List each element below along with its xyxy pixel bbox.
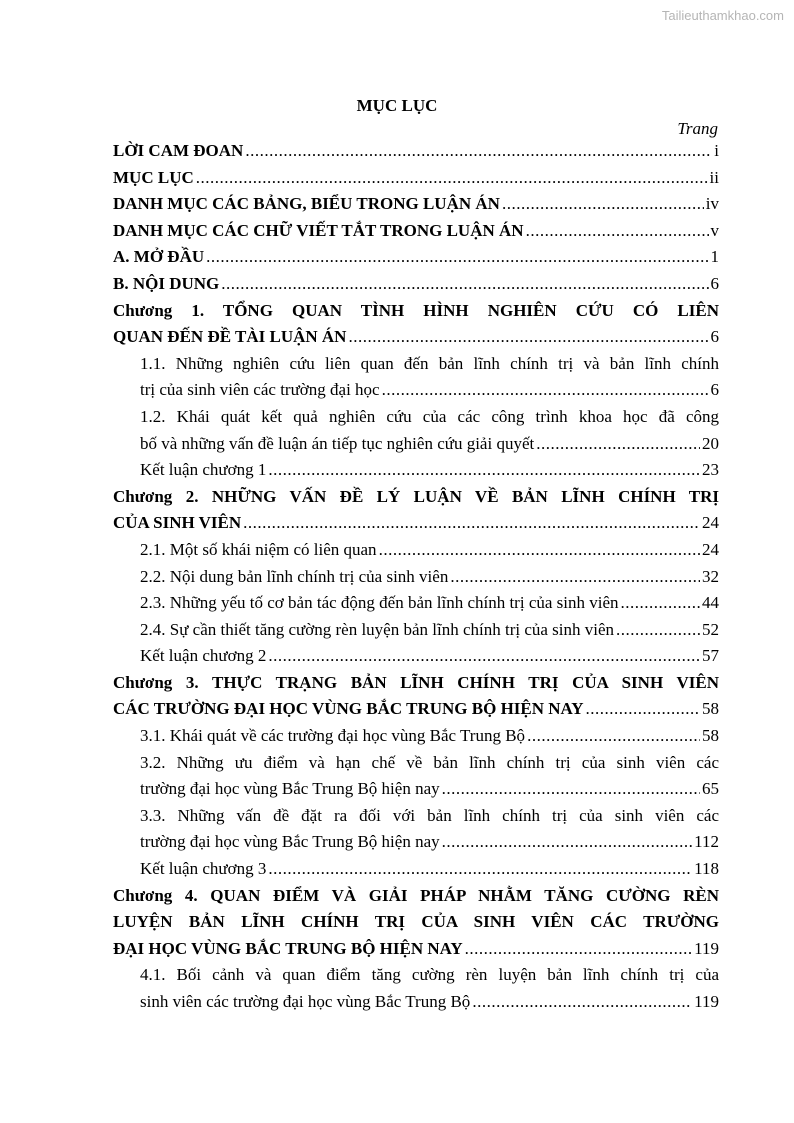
toc-entry-text: 2.4. Sự cần thiết tăng cường rèn luyện bản lĩnh chính trị của sinh viên [140,619,615,639]
toc-entry[interactable] [113,883,719,910]
toc-entry[interactable] [113,989,719,1016]
toc-entry-page: 118 [694,859,719,879]
dot-leader [527,723,700,750]
toc-entry[interactable] [113,138,719,165]
toc-entry[interactable] [113,271,719,298]
toc-entry-page: 52 [702,619,719,639]
toc-entry-page: 58 [702,726,719,746]
toc-entry-text: 1.2. Khái quát kết quả nghiên cứu của các công trình khoa học đã công [140,406,719,426]
dot-leader [382,377,709,404]
dot-leader [268,457,700,484]
dot-leader [245,138,712,165]
dot-leader [196,165,708,192]
toc-entry-text: 2.2. Nội dung bản lĩnh chính trị của sinh viên [140,566,449,586]
dot-leader [536,431,700,458]
toc-entry-page: 6 [710,380,719,400]
toc-entry-text: LUYỆN BẢN LĨNH CHÍNH TRỊ CỦA SINH VIÊN CÁC TRƯỜNG [113,912,719,932]
toc-entry-page: 44 [702,593,719,613]
toc-entry[interactable] [113,909,719,936]
toc-entry-text: trường đại học vùng Bắc Trung Bộ hiện nay [140,779,440,799]
toc-entry[interactable] [113,324,719,351]
toc-entry-text: LỜI CAM ĐOAN [113,141,244,160]
dot-leader [268,856,692,883]
dot-leader [348,324,708,351]
toc-entry-text: 3.1. Khái quát về các trường đại học vùng Bắc Trung Bộ [140,726,526,746]
toc-entry-text: 2.3. Những yếu tố cơ bản tác động đến bản lĩnh chính trị của sinh viên [140,593,619,613]
toc-entry-page: 65 [702,779,719,799]
toc-entry[interactable] [113,829,719,856]
toc-entry-text: 3.2. Những ưu điểm và hạn chế về bản lĩnh chính trị của sinh viên các [140,752,719,772]
toc-entry-text: CÁC TRƯỜNG ĐẠI HỌC VÙNG BẮC TRUNG BỘ HIỆN NAY [113,699,584,719]
toc-entry-page: 23 [702,460,719,480]
toc-entry[interactable] [113,962,719,989]
toc-entry-text: DANH MỤC CÁC BẢNG, BIỂU TRONG LUẬN ÁN [113,194,500,214]
toc-entry-text: trị của sinh viên các trường đại học [140,380,380,400]
toc-entry-text: sinh viên các trường đại học vùng Bắc Trung Bộ [140,992,471,1011]
dot-leader [465,936,692,963]
toc-entry[interactable] [113,298,719,325]
toc-entry[interactable] [113,776,719,803]
toc-entry[interactable] [113,590,719,617]
toc-entry[interactable] [113,936,719,963]
toc-entry[interactable] [113,377,719,404]
toc-entry-text: DANH MỤC CÁC CHỮ VIẾT TẮT TRONG LUẬN ÁN [113,220,524,240]
toc-entry-page: iv [705,194,719,214]
toc-entry-text: trường đại học vùng Bắc Trung Bộ hiện nay [140,832,440,852]
toc-entry-page: 119 [694,992,719,1011]
toc-entry[interactable] [113,617,719,644]
toc-entry[interactable] [113,856,719,883]
toc-entry[interactable] [113,404,719,431]
toc-entry-text: Chương 4. QUAN ĐIỂM VÀ GIẢI PHÁP NHẰM TĂNG CƯỜNG RÈN [113,885,719,905]
dot-leader [442,829,693,856]
toc-entry[interactable] [113,643,719,670]
dot-leader [502,191,704,218]
toc-entry-text: 2.1. Một số khái niệm có liên quan [140,539,377,559]
toc-entry[interactable] [113,244,719,271]
toc-entry-page: 6 [710,273,719,293]
toc-entry-page: 24 [702,539,719,559]
toc-entry[interactable] [113,670,719,697]
toc-entry-text: CỦA SINH VIÊN [113,513,242,533]
toc-entry-text: 3.3. Những vấn đề đặt ra đối với bản lĩnh chính trị của sinh viên các [140,805,719,825]
dot-leader [472,989,692,1016]
toc-entry-text: Chương 1. TỔNG QUAN TÌNH HÌNH NGHIÊN CỨU CÓ LIÊN [113,300,719,320]
table-of-contents [113,138,719,1016]
toc-entry-page: 1 [710,247,719,267]
toc-entry-text: 1.1. Những nghiên cứu liên quan đến bản lĩnh chính trị và bản lĩnh chính [140,353,719,373]
toc-entry-page: 20 [702,433,719,453]
page-title: MỤC LỤC [356,96,438,115]
toc-entry-text: ĐẠI HỌC VÙNG BẮC TRUNG BỘ HIỆN NAY [113,938,463,958]
toc-entry-text: 4.1. Bối cảnh và quan điểm tăng cường rèn luyện bản lĩnh chính trị của [140,965,719,985]
dot-leader [442,776,700,803]
toc-entry[interactable] [113,510,719,537]
dot-leader [616,617,700,644]
dot-leader [206,244,708,271]
toc-entry[interactable] [113,564,719,591]
toc-entry-page: 112 [694,832,719,852]
dot-leader [221,271,708,298]
dot-leader [526,218,709,245]
toc-entry-page: i [714,141,719,160]
toc-entry[interactable] [113,457,719,484]
dot-leader [450,564,700,591]
watermark: Tailieuthamkhao.com [661,8,784,23]
toc-entry[interactable] [113,351,719,378]
dot-leader [379,537,700,564]
toc-entry[interactable] [113,165,719,192]
dot-leader [586,696,700,723]
toc-entry-text: Chương 2. NHỮNG VẤN ĐỀ LÝ LUẬN VỀ BẢN LĨNH CHÍNH TRỊ [113,486,719,506]
toc-entry-page: 32 [702,566,719,586]
toc-entry[interactable] [113,218,719,245]
toc-entry-text: MỤC LỤC [113,167,194,187]
toc-entry-text: Kết luận chương 2 [140,646,267,666]
toc-entry-page: 24 [702,513,719,533]
dot-leader [621,590,700,617]
toc-entry[interactable] [113,750,719,777]
dot-leader [268,643,700,670]
toc-entry[interactable] [113,431,719,458]
toc-entry-text: QUAN ĐẾN ĐỀ TÀI LUẬN ÁN [113,327,347,347]
toc-entry-page: v [710,220,719,240]
dot-leader [243,510,700,537]
toc-entry-page: ii [709,167,719,187]
toc-entry-page: 119 [694,938,719,958]
toc-entry-text: Kết luận chương 3 [140,859,267,879]
toc-entry-text: bố và những vấn đề luận án tiếp tục nghiên cứu giải quyết [140,433,535,453]
toc-entry-page: 57 [702,646,719,666]
toc-entry[interactable] [113,696,719,723]
toc-entry-page: 58 [702,699,719,719]
toc-entry-page: 6 [710,327,719,347]
toc-entry[interactable] [113,803,719,830]
toc-entry-text: Chương 3. THỰC TRẠNG BẢN LĨNH CHÍNH TRỊ CỦA SINH VIÊN [113,672,719,692]
toc-entry[interactable] [113,484,719,511]
toc-entry-text: A. MỞ ĐẦU [113,247,205,267]
toc-entry[interactable] [113,191,719,218]
toc-entry[interactable] [113,723,719,750]
toc-entry-text: Kết luận chương 1 [140,460,267,480]
toc-entry-text: B. NỘI DUNG [113,273,220,293]
toc-entry[interactable] [113,537,719,564]
page-column-label: Trang [677,119,718,138]
